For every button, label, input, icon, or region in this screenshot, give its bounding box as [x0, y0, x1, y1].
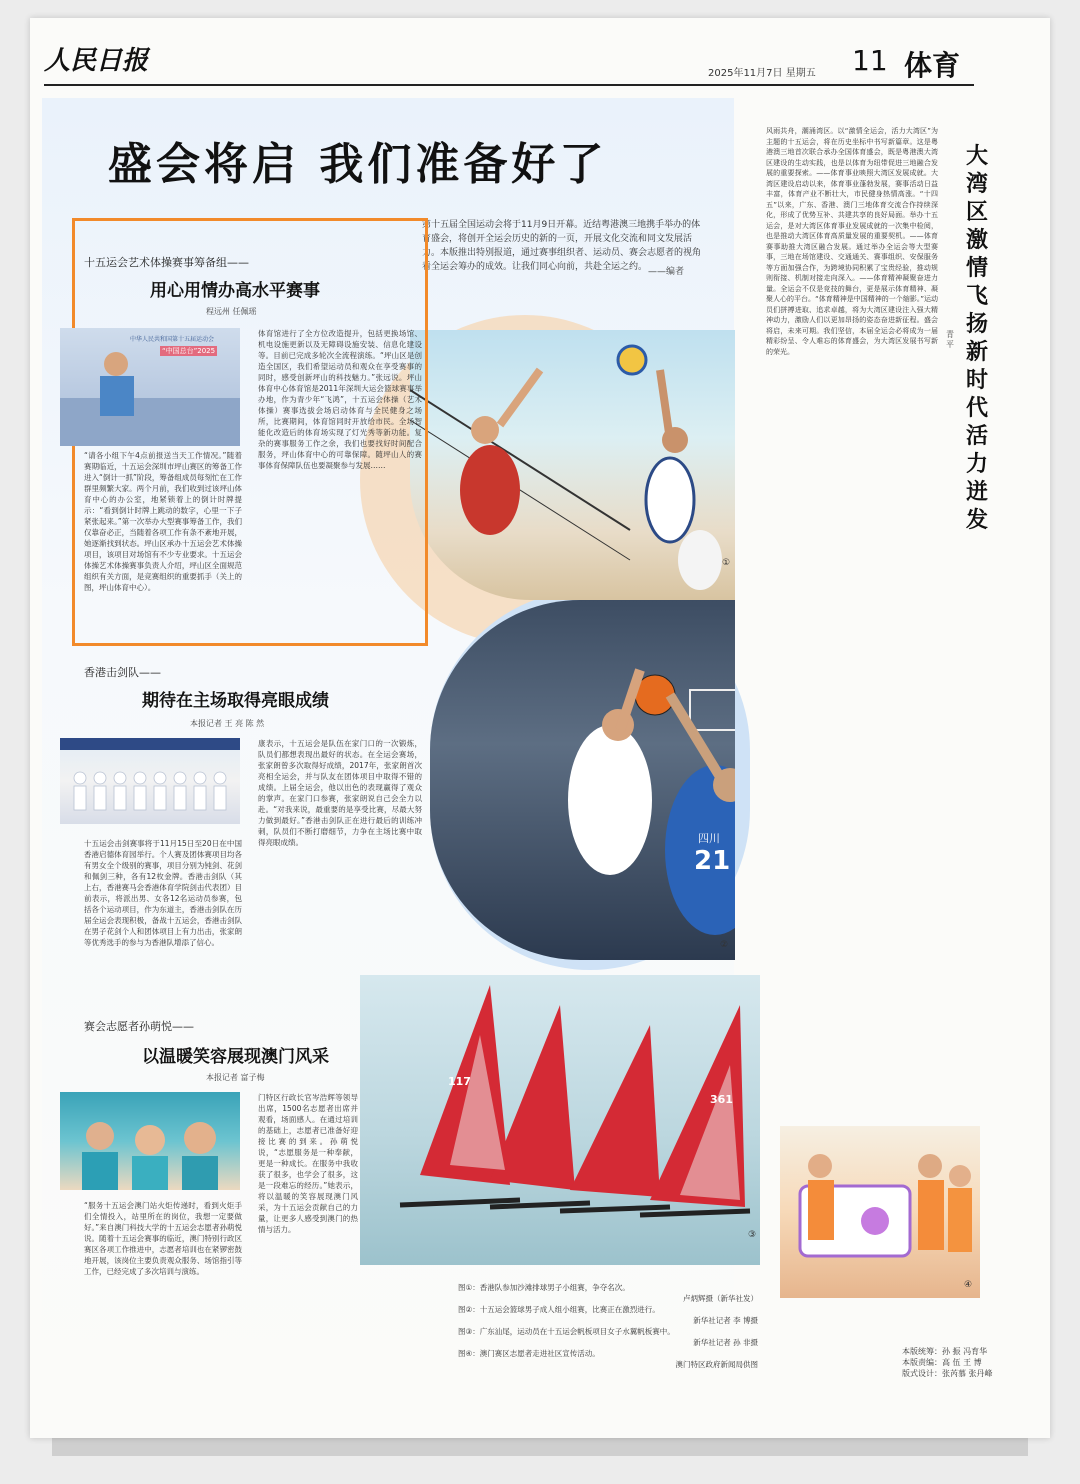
editor-intro: 第十五届全国运动会将于11月9日开幕。近结粤港澳三地携手举办的体育盛会，将创开全运会历史的新的一页，开展文化交流和同文发展活力。本版推出特别报道，通过赛事组织者、运动员、赛会志愿者的视角看全运会筹办的成效。让我们同心向前，共赴全运之约。 [422, 220, 702, 272]
editor-credit-1: 本版统筹：孙 振 冯育华 [902, 1347, 988, 1356]
issue-date: 2025年11月7日 星期五 [708, 68, 816, 79]
page-headline: 盛会将启 我们准备好了 [108, 139, 608, 190]
article3-col1: “服务十五运会澳门站火炬传递时，看到火炬手们全情投入，站里所在的岗位，我想一定要做好。”来自澳门科技大学的十五运会志愿者孙萌悦说。随着十五运会赛事的临近，澳门特别行政区赛区各项工作推进中，志愿者培训也在紧锣密鼓地开展，该岗位主要负责观众服务、场馆指引等工作，已经完成了多次培训与演练。 [84, 1201, 242, 1276]
volunteer-illustration [60, 1092, 240, 1190]
article1-col1: “请各小组下午4点前报送当天工作情况。”随着赛期临近，十五运会深圳市坪山赛区的筹备工作进入“倒计一抓”阶段，筹备组成员每刻忙在工作群里频繁大家。两个月前，我们收到过该坪山体育中心的办公室，地紧锁着上的倒计时牌提示：“看到倒计时牌上跳动的数字，心里一下子紧张起来。”第一次举办大型赛事筹备工作，我们仅靠奋必正，当随着各项工作有条不紊地开展，她逐渐找到状态。坪山区承办十五运会艺术体操项目，该项目对场馆有不少专业要求。十五运会体操艺术体操赛事负责人介绍，坪山区全面规范组织有关方面，是竞赛组织的重要抓手（关上的图，坪山体育中心）。 [84, 451, 242, 592]
photo-beach-volleyball [410, 330, 735, 600]
commentary-text: 风雨共舟，潮涌湾区。以“激情全运会，活力大湾区”为主题的十五运会，将在历史坐标中书写新篇章。这是粤港澳三地首次联合承办全国体育盛会，既是粤港澳大湾区建设的生动实践，也是以体育为纽带促进三地融合发展的重要探索。——体育事业映照大湾区发展成就。大湾区建设启动以来，体育事业蓬勃发展，赛事活动日益丰富，体育产业不断壮大，市民健身热情高涨。“十四五”以来，广东、香港、澳门三地体育交流合作持续深化，形成了优势互补、共建共享的良好局面。举办十五运会，是对大湾区体育事业发展成就的一次集中检阅，也是推动大湾区体育高质量发展的重要契机。——体育赛事助推大湾区融合发展。通过举办全运会等大型赛事，三地在场馆建设、交通通关、赛事组织、安保服务等方面加强合作，为跨境协同积累了宝贵经验，推动规则衔接、机制对接走向深入。——体育精神凝聚奋进力量。全运会不仅是竞技的舞台，更是展示体育精神、凝聚人心的平台。“体育精神是中国精神的一个缩影。”运动员们拼搏进取、追求卓越，将为大湾区建设注入强大精神动力，激励人们以更加昂扬的姿态奋进新征程。盛会将启，未来可期。我们坚信，本届全运会必将成为一届精彩纷呈、令人难忘的体育盛会，为大湾区发展书写新的荣光。 [766, 127, 938, 356]
photo-volunteers [60, 1092, 240, 1190]
article2-col1: 十五运会击剑赛事将于11月15日至20日在中国香港启德体育园举行。个人赛及团体赛项目均各有男女全个级别的赛事，项目分别为钝剑、花剑和佩剑三种，各有12枚金牌。香港击剑队（其上右，香港赛马会香港体育学院剑击代表团）目前表示，将派出男、女各12名运动员参赛，包括各个运动项目，作为东道主，香港击剑队在历届全运会表现积极，备战十五运会，香港击剑队在男子花剑个人和团体项目上有力出击，张家朗等优秀选手的参与为香港队增添了信心。 [84, 839, 242, 947]
sail-number-2: 361 [710, 1093, 733, 1106]
caption-4: 图④：澳门赛区志愿者走进社区宣传活动。 [458, 1349, 600, 1358]
basketball-illustration [430, 600, 735, 960]
caption-2-credit: 新华社记者 李 博摄 [693, 1316, 758, 1325]
editor-sign: ——编者 [648, 267, 685, 277]
editor-credits [902, 1346, 993, 1379]
sail-number-1: 117 [448, 1075, 471, 1088]
photo-number-4: ④ [964, 1280, 973, 1290]
community-illustration [780, 1126, 980, 1298]
venue-sign: 中华人民共和国第十五届运动会 [130, 336, 215, 343]
photo-number-3: ③ [748, 1230, 757, 1240]
caption-1: 图①：香港队参加沙滩排球男子小组赛，争夺名次。 [458, 1283, 630, 1292]
article1-title: 用心用情办高水平赛事 [150, 281, 320, 301]
article2-title: 期待在主场取得亮眼成绩 [142, 691, 329, 711]
article1-byline: 程远州 任佩瑶 [206, 307, 257, 316]
article2-col2: 康表示，十五运会是队伍在家门口的一次锻炼，队员们都想表现出最好的状态。在全运会赛场，张家朗曾多次取得好成绩，2017年，张家朗首次亮相全运会，并与队友在团体项目中取得不错的成绩。上届全运会，他以出色的表现赢得了观众的掌声。在家门口参赛，张家朗说自己会全力以赴。“对我来说，最重要的是享受比赛，尽最大努力做到最好。”香港击剑队正在进行最后的训练冲刺，队员们不断打磨细节，力争在主场比赛中取得亮眼成绩。 [258, 739, 422, 847]
article1-col2: 体育馆进行了全方位改造提升，包括更换场馆、机电设施更新以及无障碍设施安装、信息化建设等。目前已完成多轮次全流程演练。“坪山区是创造全国区，我们希望运动员和观众在享受赛事的同时，感受创新坪山的科技魅力。”张远说。坪山体育中心体育馆是2011年深圳大运会篮球赛事举办地，作为青少年“飞鸿”，十五运会体操（艺术体操）赛事选拔会场启动体育与全民健身之场所，比赛期间，体育馆同时开放给市民。全场智能化改造后的体育场实现了灯光秀等新功能。复杂的赛事服务工作之余，我们也要找好时间配合服务，坪山体育中心的可靠保障。随坪山人的赛事体育保障队伍也要凝聚参与发展…… [258, 329, 422, 470]
caption-1-credit: 卢炳辉摄（新华社发） [683, 1294, 758, 1303]
article3-byline: 本报记者 富子梅 [206, 1073, 265, 1082]
caption-4-credit: 澳门特区政府新闻局供图 [675, 1360, 758, 1369]
page-number: 11 [852, 44, 888, 77]
volleyball-illustration [410, 330, 735, 600]
photo-basketball [430, 600, 735, 960]
article3-col2: 门特区行政长官岑浩辉等领导出席，1500名志愿者出席并观看，场面感人。在通过培训的基础上，志愿者已准备好迎接比赛的到来。孙萌悦说，“志愿服务是一种奉献，更是一种成长。在服务中我收获了很多，也学会了很多，这是一段难忘的经历。”她表示，将以温暖的笑容展现澳门风采，为十五运会贡献自己的力量，让更多人感受到澳门的热情与活力。 [258, 1093, 358, 1234]
photo-captions [458, 1282, 758, 1370]
editor-credit-2: 本版责编：高 伍 王 博 [902, 1358, 982, 1367]
article3-kicker: 赛会志愿者孙萌悦—— [84, 1020, 194, 1033]
article1-kicker: 十五运会艺术体操赛事筹备组—— [84, 256, 249, 269]
article2-kicker: 香港击剑队—— [84, 666, 161, 679]
header-rule [44, 84, 974, 86]
photo-windsurfing [360, 975, 760, 1265]
article2-byline: 本报记者 王 亮 陈 然 [190, 719, 265, 728]
caption-2: 图②：十五运会篮球男子成人组小组赛，比赛正在激烈进行。 [458, 1305, 660, 1314]
section-title: 体育 [904, 49, 961, 82]
caption-3: 图③：广东汕尾，运动员在十五运会帆板项目女子水翼帆板赛中。 [458, 1327, 675, 1336]
commentary-author: 青 平 [946, 330, 954, 349]
photo-art-gymnastics-official [60, 328, 240, 446]
venue-banner: “中国总台”2025 [162, 347, 216, 355]
team-illustration [60, 738, 240, 824]
commentary-title: 大湾区激情飞扬 新时代活力迸发 [966, 143, 989, 533]
jersey-number: 21 [694, 846, 731, 876]
photo-fencing-team [60, 738, 240, 824]
photo-community-event [780, 1126, 980, 1298]
photo-number-2: ② [720, 940, 729, 950]
masthead-logo: 人民日报 [44, 46, 149, 76]
article3-title: 以温暖笑容展现澳门风采 [142, 1047, 329, 1067]
jersey-team: 四川 [698, 832, 720, 845]
caption-3-credit: 新华社记者 孙 非摄 [693, 1338, 758, 1347]
windsurf-illustration [360, 975, 760, 1265]
editor-credit-3: 版式设计：张芮慕 张丹峰 [902, 1369, 993, 1378]
photo-number-1: ① [722, 558, 731, 568]
